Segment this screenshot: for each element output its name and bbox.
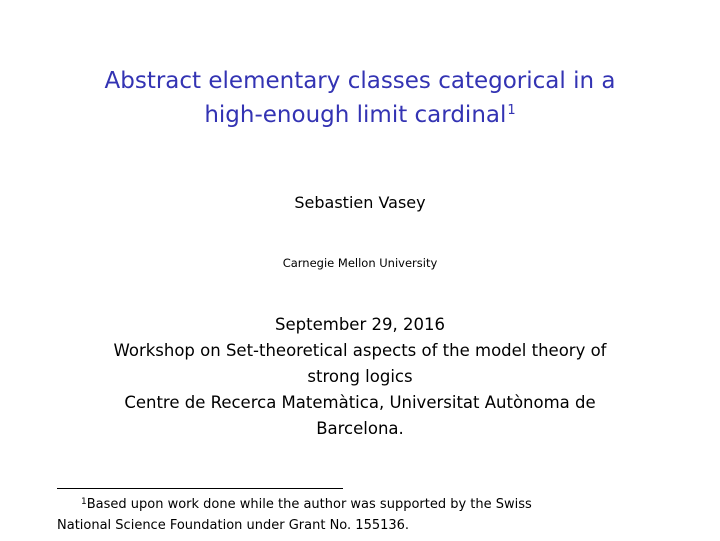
footnote-mark: 1 bbox=[81, 497, 87, 507]
slide-title-line-2-text: high-enough limit cardinal bbox=[204, 102, 507, 128]
slide-title-line-1: Abstract elementary classes categorical in a bbox=[104, 68, 616, 94]
footnote-text-1: Based upon work done while the author was supported by the Swiss bbox=[86, 497, 532, 512]
title-footnote-mark: 1 bbox=[507, 103, 516, 118]
event-line-2: strong logics bbox=[307, 367, 413, 386]
footnote bbox=[57, 494, 677, 536]
footnote-divider bbox=[57, 488, 343, 489]
institute-name: Carnegie Mellon University bbox=[282, 256, 438, 270]
slide-title bbox=[40, 64, 680, 132]
author-name: Sebastien Vasey bbox=[294, 193, 426, 212]
presentation-date: September 29, 2016 bbox=[275, 315, 445, 334]
date-and-venue bbox=[60, 312, 660, 442]
event-line-4: Barcelona. bbox=[316, 419, 404, 438]
footnote-line-1 bbox=[57, 494, 677, 515]
event-line-1: Workshop on Set-theoretical aspects of the model theory of bbox=[113, 341, 607, 360]
event-line-3: Centre de Recerca Matemàtica, Universitat Autònoma de bbox=[124, 393, 596, 412]
footnote-line-2: National Science Foundation under Grant No. 155136. bbox=[57, 518, 410, 533]
slide-title-line-2 bbox=[40, 98, 680, 132]
